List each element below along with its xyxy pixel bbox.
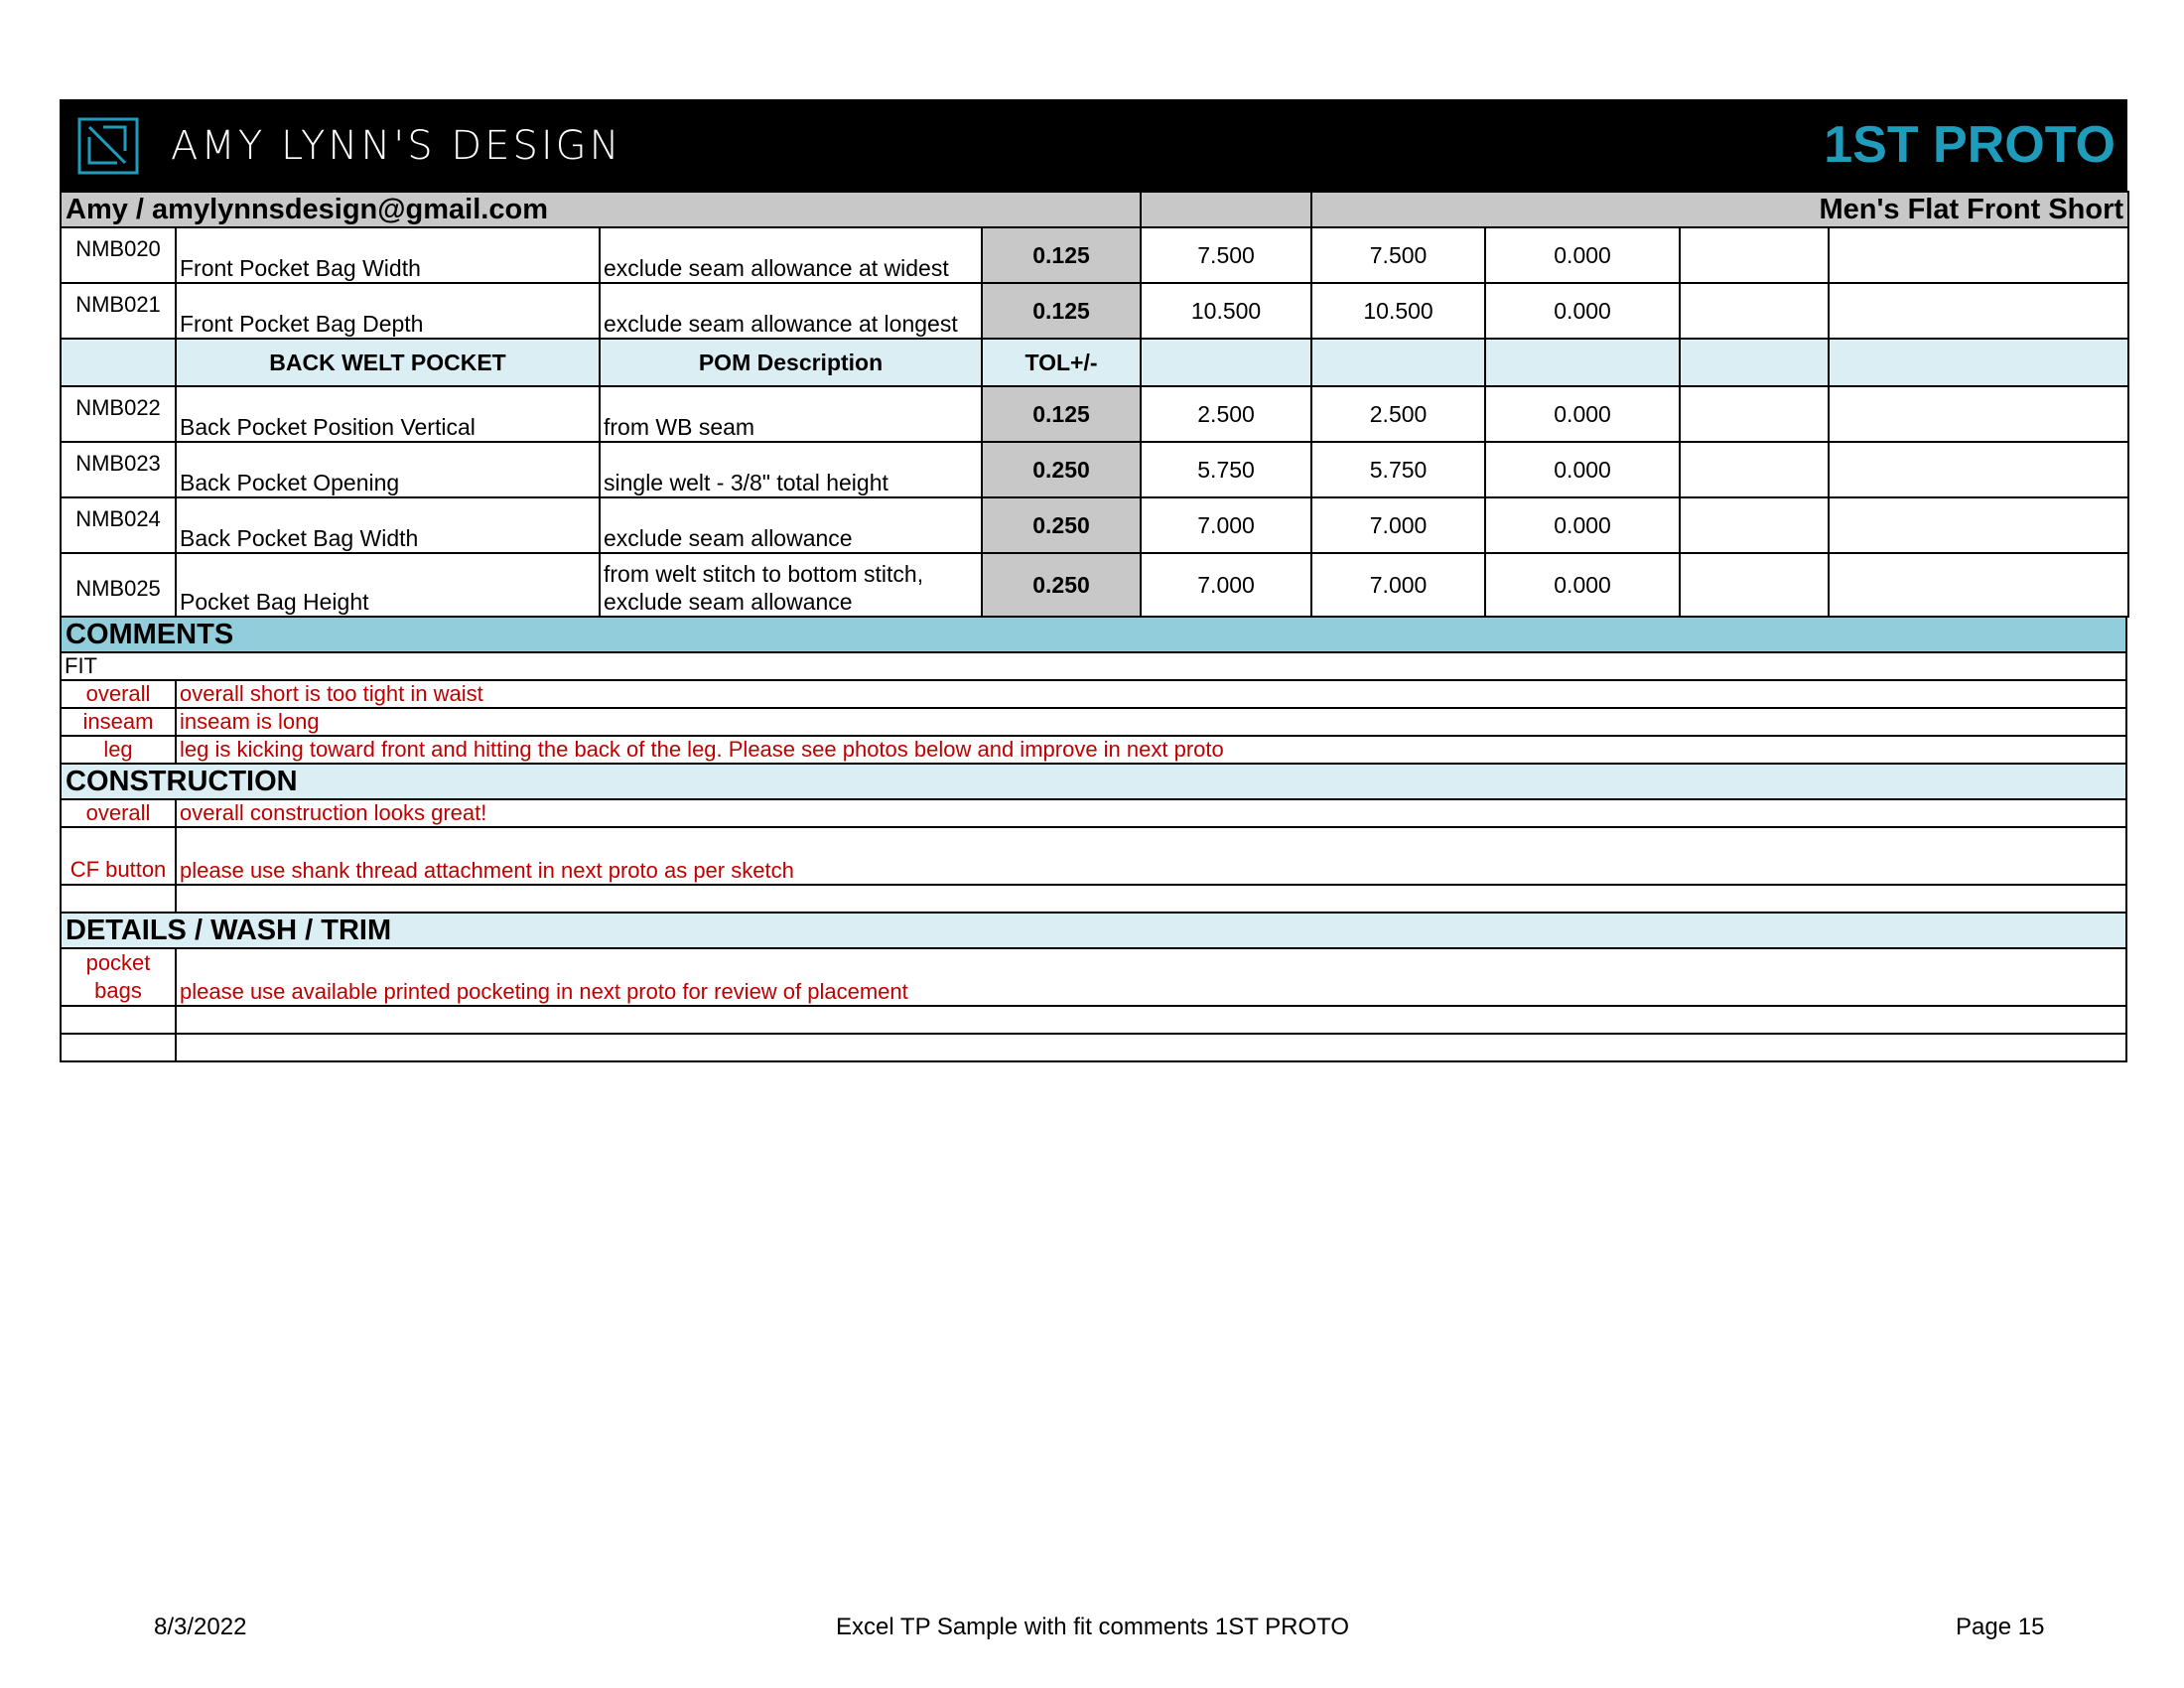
comment-row	[61, 736, 2126, 764]
difference-value: 0.000	[1485, 497, 1680, 553]
details-title-row	[61, 913, 2126, 948]
actual-value: 7.500	[1311, 227, 1485, 283]
spec-value: 5.750	[1141, 442, 1311, 497]
pom-description: exclude seam allowance	[600, 497, 982, 553]
section-title: BACK WELT POCKET	[176, 339, 600, 386]
pom-name: Back Pocket Opening	[176, 442, 600, 497]
difference-value: 0.000	[1485, 227, 1680, 283]
details-title: DETAILS / WASH / TRIM	[61, 913, 2126, 948]
pom-description: exclude seam allowance at widest	[600, 227, 982, 283]
footer-title: Excel TP Sample with fit comments 1ST PROTO	[836, 1614, 1350, 1640]
pom-code: NMB023	[61, 442, 176, 497]
comment-key: inseam	[61, 708, 176, 736]
comment-text: inseam is long	[176, 708, 2126, 736]
tolerance: 0.125	[982, 227, 1141, 283]
comment-text: leg is kicking toward front and hitting the back of the leg. Please see photos below and improve in next proto	[176, 736, 2126, 764]
comments-title-row	[61, 617, 2126, 652]
pom-code: NMB024	[61, 497, 176, 553]
difference-value: 0.000	[1485, 386, 1680, 442]
comment-row	[61, 948, 2126, 1006]
comment-text: please use available printed pocketing in next proto for review of placement	[176, 948, 2126, 1006]
header-banner	[60, 99, 2127, 191]
comments-table	[60, 616, 2127, 1062]
spec-value: 10.500	[1141, 283, 1311, 339]
difference-value: 0.000	[1485, 553, 1680, 617]
difference-value: 0.000	[1485, 442, 1680, 497]
table-row	[61, 553, 2128, 617]
table-row	[61, 442, 2128, 497]
pom-name: Back Pocket Position Vertical	[176, 386, 600, 442]
actual-value: 10.500	[1311, 283, 1485, 339]
table-row	[61, 497, 2128, 553]
difference-value: 0.000	[1485, 283, 1680, 339]
pom-description: single welt - 3/8" total height	[600, 442, 982, 497]
comment-key: overall	[61, 799, 176, 827]
construction-title-row	[61, 764, 2126, 799]
spec-value: 7.500	[1141, 227, 1311, 283]
pom-code: NMB020	[61, 227, 176, 283]
proto-stage-title: 1ST PROTO	[1824, 116, 2116, 174]
table-row	[61, 386, 2128, 442]
actual-value: 7.000	[1311, 497, 1485, 553]
tolerance: 0.250	[982, 553, 1141, 617]
tolerance-column-label: TOL+/-	[982, 339, 1141, 386]
actual-value: 2.500	[1311, 386, 1485, 442]
comment-key: pocket bags	[61, 948, 176, 1006]
comment-text: overall construction looks great!	[176, 799, 2126, 827]
info-row	[61, 192, 2128, 227]
pom-name: Back Pocket Bag Width	[176, 497, 600, 553]
table-row	[61, 283, 2128, 339]
actual-value: 7.000	[1311, 553, 1485, 617]
spec-sheet	[60, 99, 2127, 1062]
measurement-table	[60, 191, 2129, 618]
comment-text: overall short is too tight in waist	[176, 680, 2126, 708]
spec-value: 2.500	[1141, 386, 1311, 442]
footer-date: 8/3/2022	[154, 1614, 247, 1640]
pom-code: NMB022	[61, 386, 176, 442]
style-name: Men's Flat Front Short	[1311, 192, 2128, 227]
logo-square-icon	[77, 117, 139, 175]
pom-name: Front Pocket Bag Depth	[176, 283, 600, 339]
pom-description: exclude seam allowance at longest	[600, 283, 982, 339]
pom-code: NMB025	[61, 553, 176, 617]
comment-row	[61, 680, 2126, 708]
comment-row	[61, 827, 2126, 885]
spec-value: 7.000	[1141, 497, 1311, 553]
pom-name: Front Pocket Bag Width	[176, 227, 600, 283]
brand-name: AMY LYNN'S DESIGN	[171, 123, 622, 169]
spec-value: 7.000	[1141, 553, 1311, 617]
pom-description: from WB seam	[600, 386, 982, 442]
table-row	[61, 227, 2128, 283]
actual-value: 5.750	[1311, 442, 1485, 497]
construction-title: CONSTRUCTION	[61, 764, 2126, 799]
pom-description: from welt stitch to bottom stitch, exclude seam allowance	[600, 553, 982, 617]
fit-label: FIT	[61, 652, 2126, 680]
description-column-label: POM Description	[600, 339, 982, 386]
tolerance: 0.125	[982, 386, 1141, 442]
comment-key: leg	[61, 736, 176, 764]
contact-email: Amy / amylynnsdesign@gmail.com	[61, 192, 1141, 227]
footer-page-number: Page 15	[1956, 1614, 2045, 1640]
tolerance: 0.250	[982, 497, 1141, 553]
comment-key: overall	[61, 680, 176, 708]
comment-row	[61, 799, 2126, 827]
section-header-row	[61, 339, 2128, 386]
comments-title: COMMENTS	[61, 617, 2126, 652]
pom-code: NMB021	[61, 283, 176, 339]
tolerance: 0.125	[982, 283, 1141, 339]
comment-row	[61, 708, 2126, 736]
pom-name: Pocket Bag Height	[176, 553, 600, 617]
comment-text: please use shank thread attachment in next proto as per sketch	[176, 827, 2126, 885]
comment-key: CF button	[61, 827, 176, 885]
tolerance: 0.250	[982, 442, 1141, 497]
